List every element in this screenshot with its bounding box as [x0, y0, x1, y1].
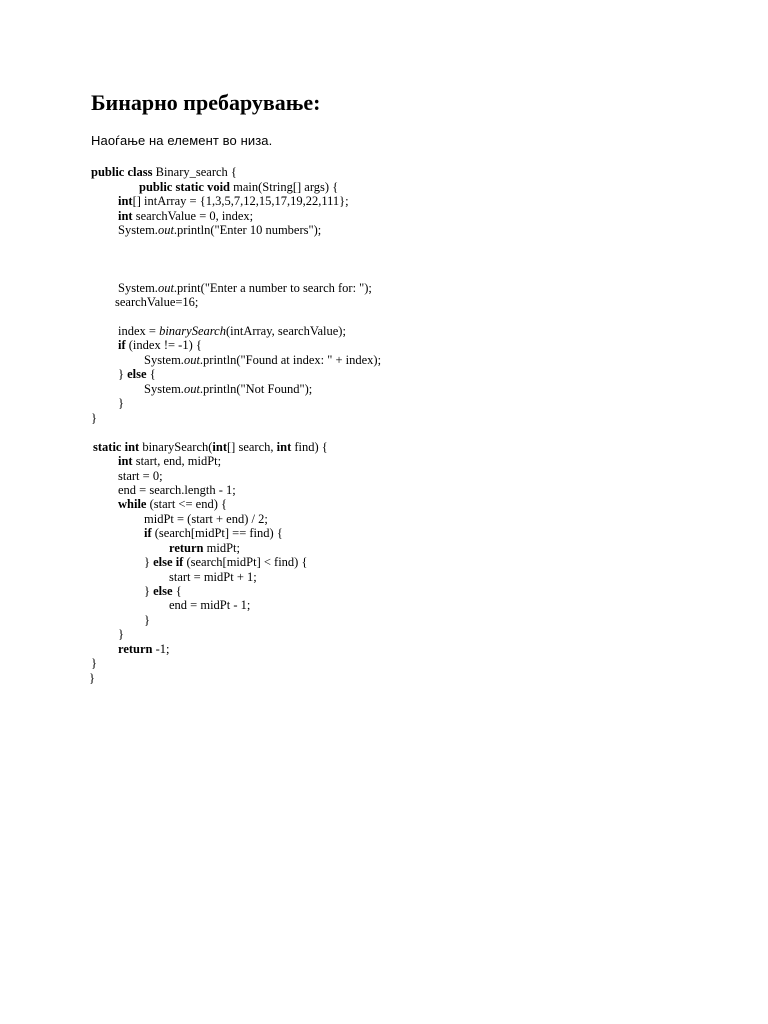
code-line: System.out.println("Not Found"); [144, 382, 313, 396]
code-line: start = midPt + 1; [169, 570, 257, 584]
code-line: end = midPt - 1; [169, 598, 251, 612]
code-line: if (index != -1) { [118, 338, 202, 352]
code-line: end = search.length - 1; [118, 483, 236, 497]
document-subtitle: Наоѓање на елемент во низа. [91, 133, 273, 148]
document-title: Бинарно пребарување: [91, 90, 321, 115]
code-line: } else if (search[midPt] < find) { [144, 555, 308, 569]
code-line: index = binarySearch(intArray, searchValue); [118, 324, 346, 338]
code-line: return midPt; [169, 541, 240, 555]
code-line: public static void main(String[] args) { [139, 180, 339, 194]
code-line: while (start <= end) { [118, 497, 227, 511]
code-line: start = 0; [118, 469, 163, 483]
code-line: System.out.println("Found at index: " + index); [144, 353, 382, 367]
code-line: } [118, 627, 124, 641]
code-line: int[] intArray = {1,3,5,7,12,15,17,19,22,111}; [118, 194, 349, 208]
code-line: } else { [118, 367, 156, 381]
code-line: } [118, 396, 124, 410]
code-line: midPt = (start + end) / 2; [144, 512, 268, 526]
code-line: System.out.println("Enter 10 numbers"); [118, 223, 322, 237]
code-line: System.out.print("Enter a number to search for: "); [118, 281, 372, 295]
code-line: } [89, 671, 95, 685]
code-line: } [144, 613, 150, 627]
code-block [91, 0, 731, 1024]
code-line: public class Binary_search { [91, 165, 237, 179]
code-line: if (search[midPt] == find) { [144, 526, 283, 540]
code-line: } [91, 411, 97, 425]
code-line: static int binarySearch(int[] search, int find) { [93, 440, 328, 454]
code-line: searchValue=16; [115, 295, 199, 309]
code-line: } else { [144, 584, 182, 598]
code-line: int start, end, midPt; [118, 454, 222, 468]
code-line: int searchValue = 0, index; [118, 209, 254, 223]
code-line: return -1; [118, 642, 170, 656]
code-line: } [91, 656, 97, 670]
